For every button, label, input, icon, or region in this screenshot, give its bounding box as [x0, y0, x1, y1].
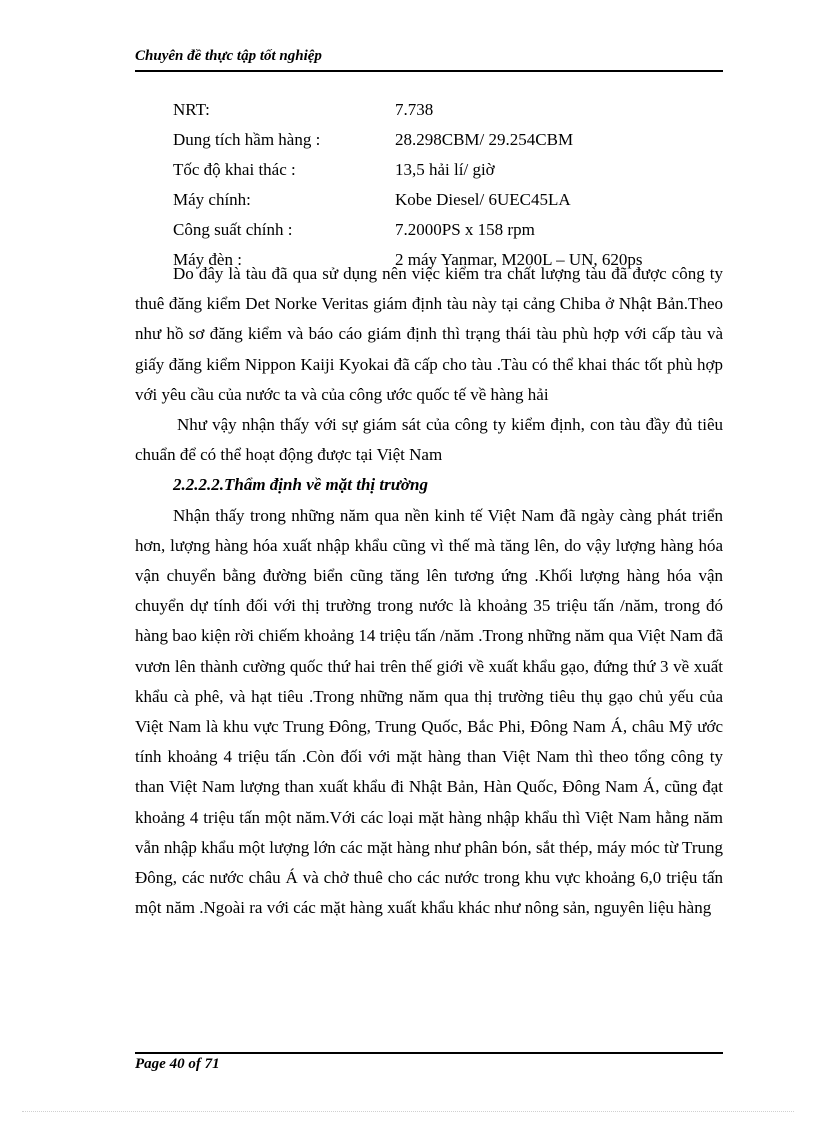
page-header: Chuyên đề thực tập tốt nghiệp [135, 48, 322, 64]
spec-label: Dung tích hầm hàng : [173, 130, 321, 149]
paragraph-inspection: Do đây là tàu đã qua sử dụng nên việc kiểm tra chất lượng tàu đã được công ty thuê đăng kiểm Det Norke Veritas giám định tàu này tại cảng Chiba ở Nhật Bản.Theo như hồ sơ đăng kiểm và báo cáo giám định thì trạng thái tàu phù hợp với cấp tàu và giấy đăng kiểm Nippon Kaiji Kyokai đã cấp cho tàu .Tàu có thể khai thác tốt phù hợp với yêu cầu của nước ta và của công ước quốc tế về hàng hải [135, 264, 723, 404]
spec-row [173, 125, 733, 155]
document-body [135, 259, 723, 923]
spec-row [173, 215, 733, 245]
spec-label: Máy đèn : [173, 250, 242, 269]
spec-value: Kobe Diesel/ 6UEC45LA [395, 190, 571, 209]
spec-row [173, 95, 733, 125]
header-divider [135, 70, 723, 72]
spec-label: Tốc độ khai thác : [173, 160, 296, 179]
spec-label: NRT: [173, 100, 210, 119]
spec-value: 13,5 hải lí/ giờ [395, 160, 495, 179]
paragraph-conclusion: Như vậy nhận thấy với sự giám sát của công ty kiểm định, con tàu đầy đủ tiêu chuẩn để có thể hoạt động được tại Việt Nam [135, 415, 723, 465]
paragraph-market: Nhận thấy trong những năm qua nền kinh tế Việt Nam đã ngày càng phát triển hơn, lượng hàng hóa xuất nhập khẩu cũng vì thế mà tăng lên, do vậy lượng hàng hóa vận chuyển bằng đường biển cũng tăng lên tương ứng .Khối lượng hàng hóa vận chuyển dự tính đối với thị trường trong nước là khoảng 35 triệu tấn /năm, trong đó hàng bao kiện rời chiếm khoảng 14 triệu tấn /năm .Trong những năm qua Việt Nam đã vươn lên thành cường quốc thứ hai trên thế giới về xuất khẩu gạo, đứng thứ 3 về xuất khẩu cà phê, và hạt tiêu .Trong những năm qua thị trường tiêu thụ gạo chủ yếu của Việt Nam là khu vực Trung Đông, Trung Quốc, Bắc Phi, Đông Nam Á, châu Mỹ ước tính khoảng 4 triệu tấn .Còn đối với mặt hàng than Việt Nam thì theo tổng công ty than Việt Nam lượng than xuất khẩu đi Nhật Bản, Hàn Quốc, Đông Nam Á, cũng đạt khoảng 4 triệu tấn một năm.Với các loại mặt hàng nhập khẩu thì Việt Nam hằng năm vẫn nhập khẩu một lượng lớn các mặt hàng như phân bón, sắt thép, máy móc từ Trung Đông, các nước châu Á và chở thuê cho các nước trong khu vực khoảng 6,0 triệu tấn một năm .Ngoài ra với các mặt hàng xuất khẩu khác như nông sản, nguyên liệu hàng [135, 505, 723, 918]
spec-value: 7.738 [395, 100, 434, 119]
ship-spec-list [173, 95, 733, 275]
spec-label: Máy chính: [173, 190, 251, 209]
spec-value: 2 máy Yanmar, M200L – UN, 620ps [395, 250, 643, 269]
spec-value: 28.298CBM/ 29.254CBM [395, 130, 574, 149]
footer-divider [135, 1052, 723, 1054]
page-edge-line [22, 1111, 794, 1112]
spec-label: Công suất chính : [173, 220, 293, 239]
page-number: Page 40 of 71 [135, 1056, 220, 1072]
spec-row [173, 185, 733, 215]
spec-row [173, 155, 733, 185]
section-heading: 2.2.2.2.Thẩm định về mặt thị trường [173, 475, 428, 495]
spec-value: 7.2000PS x 158 rpm [395, 220, 535, 239]
